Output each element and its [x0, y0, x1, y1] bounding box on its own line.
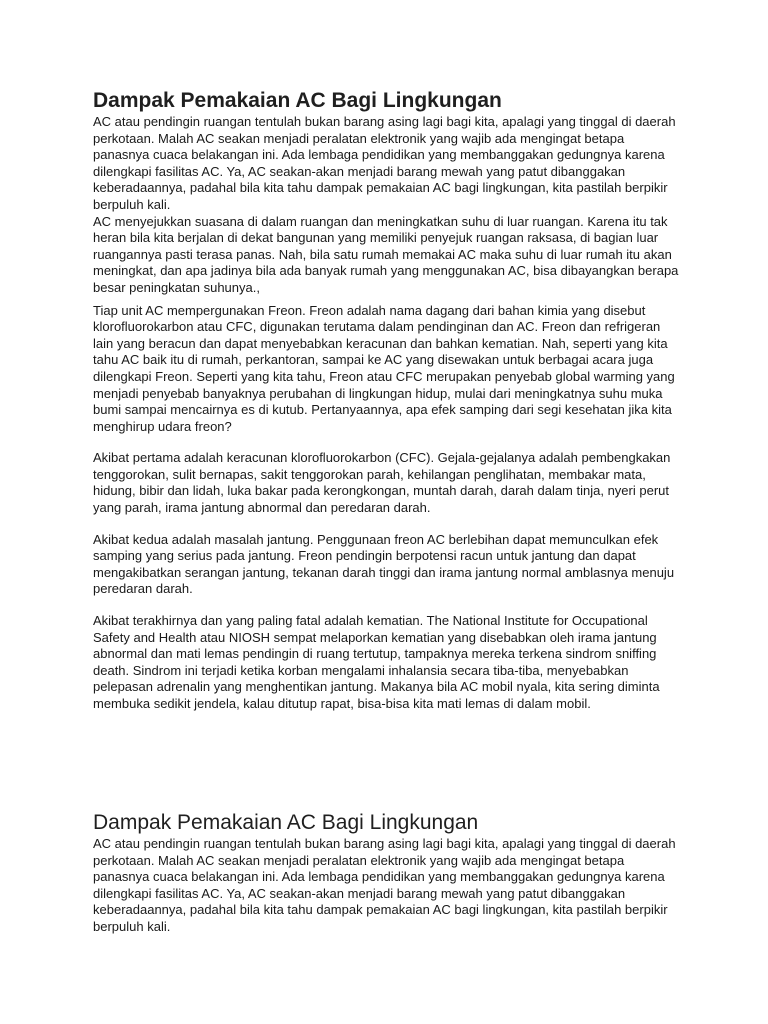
section-title: Dampak Pemakaian AC Bagi Lingkungan [93, 811, 479, 834]
repeated-section [93, 810, 683, 936]
paragraph-effect-2: Akibat kedua adalah masalah jantung. Penggunaan freon AC berlebihan dapat memunculkan efek samping yang serius pada jantung. Freon pendingin berpotensi racun untuk jantung dan dapat mengakibatkan serangan jantung, tekanan darah tinggi dan irama jantung normal amblasnya menuju peredaran darah. [93, 531, 675, 597]
paragraph-temperature: AC menyejukkan suasana di dalam ruangan dan meningkatkan suhu di luar ruangan. Karena itu tak heran bila kita berjalan di dekat bangunan yang memiliki penyejuk ruangan raksasa, di bagian luar ruangannya pasti terasa panas. Nah, bila satu rumah memakai AC maka suhu di luar rumah itu akan meningkat, dan apa jadinya bila ada banyak rumah yang menggunakan AC, bisa dibayangkan berapa besar peningkatan suhunya., [93, 213, 679, 295]
document-page [93, 88, 683, 713]
spacer [93, 435, 683, 450]
page-title: Dampak Pemakaian AC Bagi Lingkungan [93, 89, 502, 112]
paragraph-intro: AC atau pendingin ruangan tentulah bukan barang asing lagi bagi kita, apalagi yang tinggal di daerah perkotaan. Malah AC seakan menjadi peralatan elektronik yang wajib ada mengingat betapa panasnya cuaca belakangan ini. Ada lembaga pendidikan yang membanggakan gedungnya karena dilengkapi fasilitas AC. Ya, AC seakan-akan menjadi barang mewah yang patut dibanggakan keberadaannya, padahal bila kita tahu dampak pemakaian AC bagi lingkungan, kita pastilah berpikir berpuluh kali. [93, 114, 676, 212]
paragraph-effect-3: Akibat terakhirnya dan yang paling fatal adalah kematian. The National Institute for Occupational Safety and Health atau NIOSH sempat melaporkan kematian yang disebabkan oleh irama jantung abnormal dan mati lemas pendingin di ruang tertutup, tampaknya mereka terkena sindrom sniffing death. Sindrom ini terjadi ketika korban mengalami inhalansia secara tiba-tiba, menyebabkan pelepasan adrenalin yang menghentikan jantung. Makanya bila AC mobil nyala, kita sering diminta membuka sedikit jendela, kalau ditutup rapat, bisa-bisa kita mati lemas di dalam mobil. [93, 613, 660, 711]
spacer [93, 517, 683, 532]
spacer [93, 598, 683, 613]
paragraph-repeat: AC atau pendingin ruangan tentulah bukan barang asing lagi bagi kita, apalagi yang tinggal di daerah perkotaan. Malah AC seakan menjadi peralatan elektronik yang wajib ada mengingat betapa panasnya cuaca belakangan ini. Ada lembaga pendidikan yang membanggakan gedungnya karena dilengkapi fasilitas AC. Ya, AC seakan-akan menjadi barang mewah yang patut dibanggakan keberadaannya, padahal bila kita tahu dampak pemakaian AC bagi lingkungan, kita pastilah berpikir berpuluh kali. [93, 836, 676, 934]
paragraph-freon: Tiap unit AC mempergunakan Freon. Freon adalah nama dagang dari bahan kimia yang disebut klorofluorokarbon atau CFC, digunakan terutama dalam pendinginan dan AC. Freon dan refrigeran lain yang beracun dan dapat menyebabkan keracunan dan bahkan kematian. Nah, seperti yang kita tahu AC baik itu di rumah, perkantoran, sampai ke AC yang disewakan untuk berbagai acara juga dilengkapi Freon. Seperti yang kita tahu, Freon atau CFC merupakan penyebab global warming yang menjadi penyebab banyaknya perubahan di lingkungan hidup, mulai dari meningkatnya suhu muka bumi sampai mencairnya es di kutub. Pertanyaannya, apa efek samping dari segi kesehatan jika kita menghirup udara freon? [93, 302, 675, 434]
paragraph-effect-1: Akibat pertama adalah keracunan klorofluorokarbon (CFC). Gejala-gejalanya adalah pembengkakan tenggorokan, sulit bernapas, sakit tenggorokan parah, kehilangan penglihatan, membakar mata, hidung, bibir dan lidah, luka bakar pada kerongkongan, muntah darah, darah dalam tinja, nyeri perut yang parah, irama jantung abnormal dan peredaran darah. [93, 450, 671, 516]
